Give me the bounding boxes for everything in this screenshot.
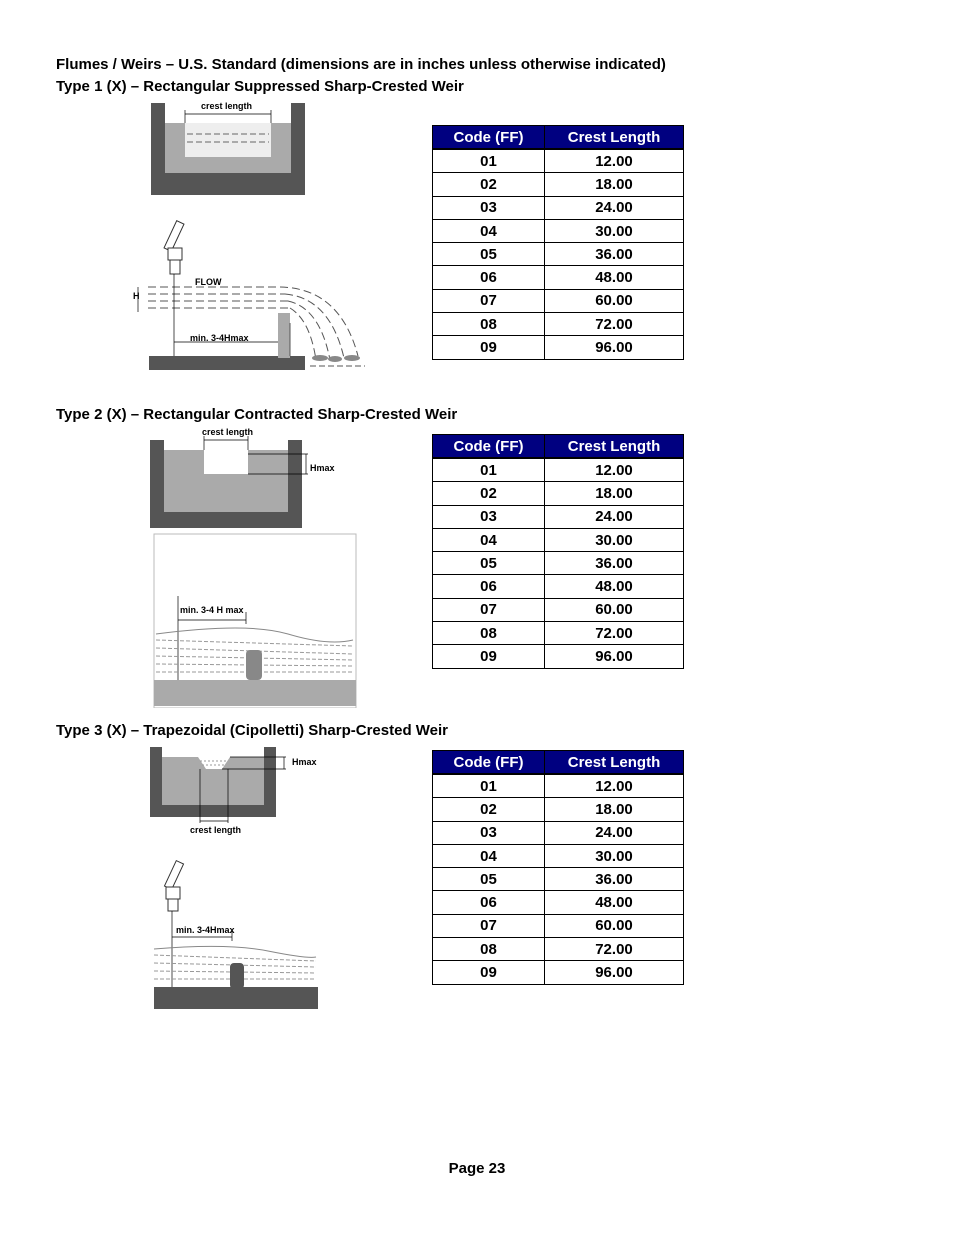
type2-code-table	[432, 434, 684, 669]
table-cell: 03	[433, 505, 545, 528]
level-sensor-icon	[164, 861, 183, 911]
type3-weir-diagram	[148, 743, 320, 1011]
crest-length-label: crest length	[201, 101, 253, 111]
table-row	[433, 458, 684, 482]
table-row	[433, 149, 684, 173]
table-cell: 48.00	[545, 266, 684, 289]
table-row	[433, 645, 684, 668]
table-row	[433, 821, 684, 844]
table-row	[433, 173, 684, 196]
code-header: Code (FF)	[433, 751, 545, 775]
table-cell: 05	[433, 243, 545, 266]
section-2-title: Type 2 (X) – Rectangular Contracted Sharp-Crested Weir	[56, 406, 458, 423]
table-row	[433, 598, 684, 621]
crest-length-label: crest length	[202, 427, 254, 437]
table-row	[433, 798, 684, 821]
code-header: Code (FF)	[433, 435, 545, 459]
table-cell: 05	[433, 552, 545, 575]
table-cell: 18.00	[545, 173, 684, 196]
table-cell: 01	[433, 774, 545, 798]
crest-length-label: crest length	[190, 825, 242, 835]
type1-weir-diagram	[130, 98, 370, 374]
table-cell: 60.00	[545, 598, 684, 621]
table-cell: 09	[433, 336, 545, 359]
table-cell: 08	[433, 938, 545, 961]
table-cell: 01	[433, 458, 545, 482]
table-row	[433, 219, 684, 242]
table-cell: 07	[433, 914, 545, 937]
table-row	[433, 552, 684, 575]
level-sensor-icon	[164, 221, 184, 274]
table-row	[433, 844, 684, 867]
table-cell: 12.00	[545, 458, 684, 482]
table-cell: 60.00	[545, 289, 684, 312]
table-row	[433, 914, 684, 937]
h-label: H	[133, 291, 140, 301]
table-cell: 24.00	[545, 505, 684, 528]
table-cell: 30.00	[545, 219, 684, 242]
table-cell: 18.00	[545, 798, 684, 821]
hmax-label: Hmax	[310, 463, 335, 473]
table-cell: 72.00	[545, 313, 684, 336]
type3-code-table	[432, 750, 684, 985]
table-cell: 96.00	[545, 336, 684, 359]
table-cell: 12.00	[545, 149, 684, 173]
table-cell: 06	[433, 891, 545, 914]
table-cell: 09	[433, 961, 545, 984]
table-cell: 09	[433, 645, 545, 668]
table-row	[433, 891, 684, 914]
table-cell: 04	[433, 844, 545, 867]
table-cell: 07	[433, 598, 545, 621]
table-row	[433, 266, 684, 289]
table-row	[433, 622, 684, 645]
type2-weir-diagram	[148, 426, 360, 708]
table-cell: 02	[433, 173, 545, 196]
table-row	[433, 961, 684, 984]
min-distance-label: min. 3-4Hmax	[176, 925, 235, 935]
table-cell: 36.00	[545, 243, 684, 266]
table-row	[433, 243, 684, 266]
table-cell: 07	[433, 289, 545, 312]
table-cell: 96.00	[545, 961, 684, 984]
table-cell: 24.00	[545, 196, 684, 219]
crest-length-header: Crest Length	[545, 126, 684, 150]
crest-length-header: Crest Length	[545, 751, 684, 775]
table-cell: 04	[433, 219, 545, 242]
table-row	[433, 938, 684, 961]
table-cell: 03	[433, 196, 545, 219]
min-distance-label: min. 3-4 H max	[180, 605, 244, 615]
table-row	[433, 528, 684, 551]
table-row	[433, 196, 684, 219]
table-row	[433, 289, 684, 312]
table-row	[433, 313, 684, 336]
flow-label: FLOW	[195, 277, 222, 287]
table-cell: 72.00	[545, 622, 684, 645]
table-cell: 08	[433, 313, 545, 336]
table-row	[433, 336, 684, 359]
table-cell: 48.00	[545, 575, 684, 598]
table-row	[433, 868, 684, 891]
table-cell: 36.00	[545, 868, 684, 891]
table-cell: 30.00	[545, 528, 684, 551]
table-cell: 06	[433, 266, 545, 289]
table-cell: 36.00	[545, 552, 684, 575]
code-header: Code (FF)	[433, 126, 545, 150]
table-cell: 08	[433, 622, 545, 645]
hmax-label: Hmax	[292, 757, 317, 767]
table-cell: 72.00	[545, 938, 684, 961]
table-cell: 05	[433, 868, 545, 891]
page-heading: Flumes / Weirs – U.S. Standard (dimensions are in inches unless otherwise indicated)	[56, 56, 666, 73]
table-cell: 60.00	[545, 914, 684, 937]
table-cell: 04	[433, 528, 545, 551]
min-distance-label: min. 3-4Hmax	[190, 333, 249, 343]
type1-code-table	[432, 125, 684, 360]
table-row	[433, 505, 684, 528]
table-cell: 01	[433, 149, 545, 173]
table-cell: 12.00	[545, 774, 684, 798]
table-row	[433, 774, 684, 798]
table-cell: 03	[433, 821, 545, 844]
crest-length-header: Crest Length	[545, 435, 684, 459]
table-cell: 24.00	[545, 821, 684, 844]
table-cell: 30.00	[545, 844, 684, 867]
page-number: Page 23	[448, 1160, 506, 1177]
table-row	[433, 482, 684, 505]
table-cell: 18.00	[545, 482, 684, 505]
table-cell: 02	[433, 798, 545, 821]
section-1-title: Type 1 (X) – Rectangular Suppressed Sharp-Crested Weir	[56, 78, 464, 95]
table-cell: 02	[433, 482, 545, 505]
table-cell: 48.00	[545, 891, 684, 914]
section-3-title: Type 3 (X) – Trapezoidal (Cipolletti) Sharp-Crested Weir	[56, 722, 449, 739]
table-cell: 96.00	[545, 645, 684, 668]
table-row	[433, 575, 684, 598]
table-cell: 06	[433, 575, 545, 598]
